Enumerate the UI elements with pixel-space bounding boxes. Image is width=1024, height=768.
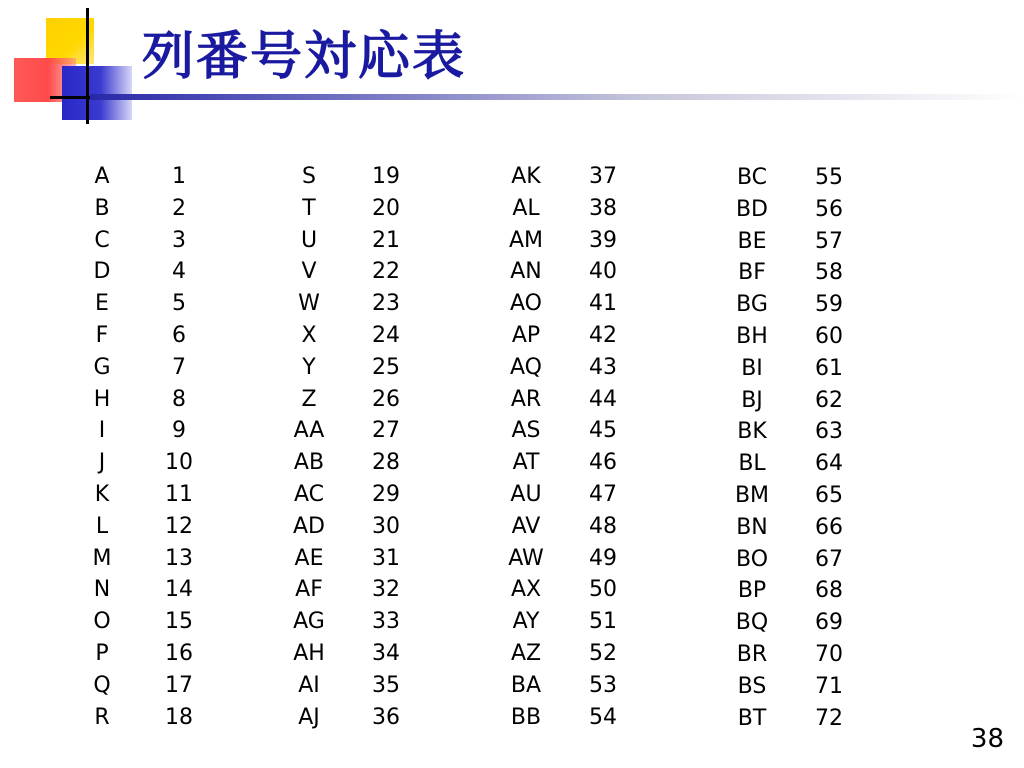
column-letter: A [94, 164, 110, 189]
column-letter: I [98, 418, 106, 444]
column-number: 41 [589, 291, 617, 317]
column-letter: AU [510, 482, 542, 507]
column-letter: E [95, 291, 109, 317]
column-letter: BE [737, 228, 767, 254]
column-letter: J [98, 450, 106, 476]
column-letter: AC [293, 482, 325, 507]
column-number: 36 [372, 704, 400, 730]
column-letter: AY [512, 609, 540, 635]
column-letter: AP [511, 323, 541, 348]
column-number: 65 [815, 483, 843, 508]
column-number: 10 [165, 450, 193, 476]
column-number: 34 [372, 641, 400, 666]
column-letter: AG [293, 609, 325, 635]
column-letter: N [93, 577, 111, 603]
column-number: 60 [815, 324, 843, 349]
column-number: 54 [589, 704, 617, 730]
column-number: 69 [815, 610, 843, 636]
column-letter: BR [736, 642, 768, 667]
title-underline [90, 94, 1024, 100]
column-number: 25 [372, 354, 400, 380]
column-letter: BM [734, 483, 770, 508]
column-letter: K [94, 482, 110, 507]
column-letter: AX [510, 577, 542, 603]
column-number: 44 [589, 386, 617, 412]
column-number: 45 [589, 418, 617, 444]
column-number: 22 [372, 259, 400, 285]
column-letter: T [302, 195, 316, 221]
column-number: 7 [172, 354, 186, 380]
column-number: 19 [372, 164, 400, 189]
column-letter: AS [511, 418, 541, 444]
column-letter: F [95, 323, 109, 348]
column-letter: AM [508, 227, 544, 253]
column-letter: H [93, 386, 111, 412]
column-letter: BL [738, 451, 766, 477]
column-number: 61 [815, 355, 843, 381]
column-number: 47 [589, 482, 617, 507]
column-letter: AL [512, 195, 540, 221]
column-number: 26 [372, 386, 400, 412]
column-number: 6 [172, 323, 186, 348]
column-number: 16 [165, 641, 193, 666]
column-letter: AO [510, 291, 542, 317]
column-letter: BS [737, 673, 767, 699]
column-letter: V [301, 259, 317, 285]
column-number: 51 [589, 609, 617, 635]
column-letter: AA [293, 418, 325, 444]
column-number: 48 [589, 513, 617, 539]
column-letter: AF [295, 577, 323, 603]
column-number: 29 [372, 482, 400, 507]
column-letter: BJ [741, 387, 763, 413]
column-letter: G [93, 354, 111, 380]
column-number: 1 [172, 164, 186, 189]
column-letter: BH [736, 324, 768, 349]
column-letter: BB [510, 704, 542, 730]
column-letter: W [298, 291, 320, 317]
column-letter: B [94, 195, 110, 221]
column-letter: AE [294, 545, 324, 571]
column-number: 40 [589, 259, 617, 285]
column-letter: AQ [510, 354, 542, 380]
column-letter: P [95, 641, 109, 666]
column-number: 62 [815, 387, 843, 413]
column-number: 23 [372, 291, 400, 317]
column-number: 28 [372, 450, 400, 476]
column-letter: BQ [735, 610, 769, 636]
column-letter: BN [736, 514, 768, 540]
column-letter: AR [510, 386, 542, 412]
column-number: 9 [172, 418, 186, 444]
column-number: 70 [815, 642, 843, 667]
column-letter: AB [293, 450, 325, 476]
column-letter: Y [302, 354, 316, 380]
column-letter: O [93, 609, 111, 635]
column-letter: AV [511, 513, 541, 539]
column-number: 53 [589, 672, 617, 698]
column-number: 11 [165, 482, 193, 507]
column-letter: S [302, 164, 316, 189]
column-letter: BI [741, 355, 763, 381]
column-number: 58 [815, 260, 843, 286]
column-number: 50 [589, 577, 617, 603]
column-number: 43 [589, 354, 617, 380]
blue-square-decoration [62, 66, 132, 120]
column-letter: X [301, 323, 317, 348]
column-letter: AI [298, 672, 320, 698]
column-number: 2 [172, 195, 186, 221]
page-number: 38 [970, 724, 1004, 754]
column-letter: M [92, 545, 112, 571]
column-number: 27 [372, 418, 400, 444]
column-number: 30 [372, 513, 400, 539]
column-letter: BA [510, 672, 542, 698]
column-letter: AJ [298, 704, 320, 730]
column-number: 46 [589, 450, 617, 476]
column-letter: BC [736, 165, 768, 190]
column-number: 13 [165, 545, 193, 571]
column-number: 3 [172, 227, 186, 253]
column-letter: R [94, 704, 110, 730]
column-number: 63 [815, 419, 843, 445]
column-letter: Q [93, 672, 111, 698]
column-number: 42 [589, 323, 617, 348]
column-number: 52 [589, 641, 617, 666]
column-letter: BK [737, 419, 767, 445]
column-number: 71 [815, 673, 843, 699]
slide-logo-decoration [0, 0, 130, 130]
column-number: 4 [172, 259, 186, 285]
column-letter: AD [293, 513, 325, 539]
column-letter: AN [510, 259, 542, 285]
column-number: 12 [165, 513, 193, 539]
column-letter: BO [735, 546, 769, 572]
column-number: 56 [815, 196, 843, 222]
column-letter: AK [511, 164, 541, 189]
column-number: 57 [815, 228, 843, 254]
column-number: 38 [589, 195, 617, 221]
column-number: 21 [372, 227, 400, 253]
column-number: 39 [589, 227, 617, 253]
column-number: 14 [165, 577, 193, 603]
column-number: 55 [815, 165, 843, 190]
column-number: 37 [589, 164, 617, 189]
column-number: 20 [372, 195, 400, 221]
column-number: 5 [172, 291, 186, 317]
column-number: 59 [815, 292, 843, 318]
column-letter: BF [738, 260, 766, 286]
column-number: 17 [165, 672, 193, 698]
column-letter: D [93, 259, 111, 285]
slide-title: 列番号対応表 [142, 27, 467, 87]
column-number: 33 [372, 609, 400, 635]
vertical-line-decoration [86, 8, 89, 124]
column-letter: BP [737, 578, 767, 604]
column-number: 66 [815, 514, 843, 540]
column-letter: C [94, 227, 110, 253]
column-letter: BD [735, 196, 769, 222]
column-letter: AZ [510, 641, 542, 666]
column-number: 8 [172, 386, 186, 412]
column-letter: U [300, 227, 318, 253]
column-letter: BT [737, 705, 767, 731]
column-number: 68 [815, 578, 843, 604]
column-number: 64 [815, 451, 843, 477]
column-number: 31 [372, 545, 400, 571]
column-number: 67 [815, 546, 843, 572]
column-number: 24 [372, 323, 400, 348]
column-letter: BG [736, 292, 768, 318]
column-letter: AW [508, 545, 544, 571]
column-letter: Z [301, 386, 317, 412]
column-number: 72 [815, 705, 843, 731]
column-letter: AH [293, 641, 325, 666]
column-letter: AT [512, 450, 540, 476]
column-number: 18 [165, 704, 193, 730]
column-number: 15 [165, 609, 193, 635]
column-letter: L [95, 513, 109, 539]
column-number: 35 [372, 672, 400, 698]
column-number: 49 [589, 545, 617, 571]
column-number: 32 [372, 577, 400, 603]
